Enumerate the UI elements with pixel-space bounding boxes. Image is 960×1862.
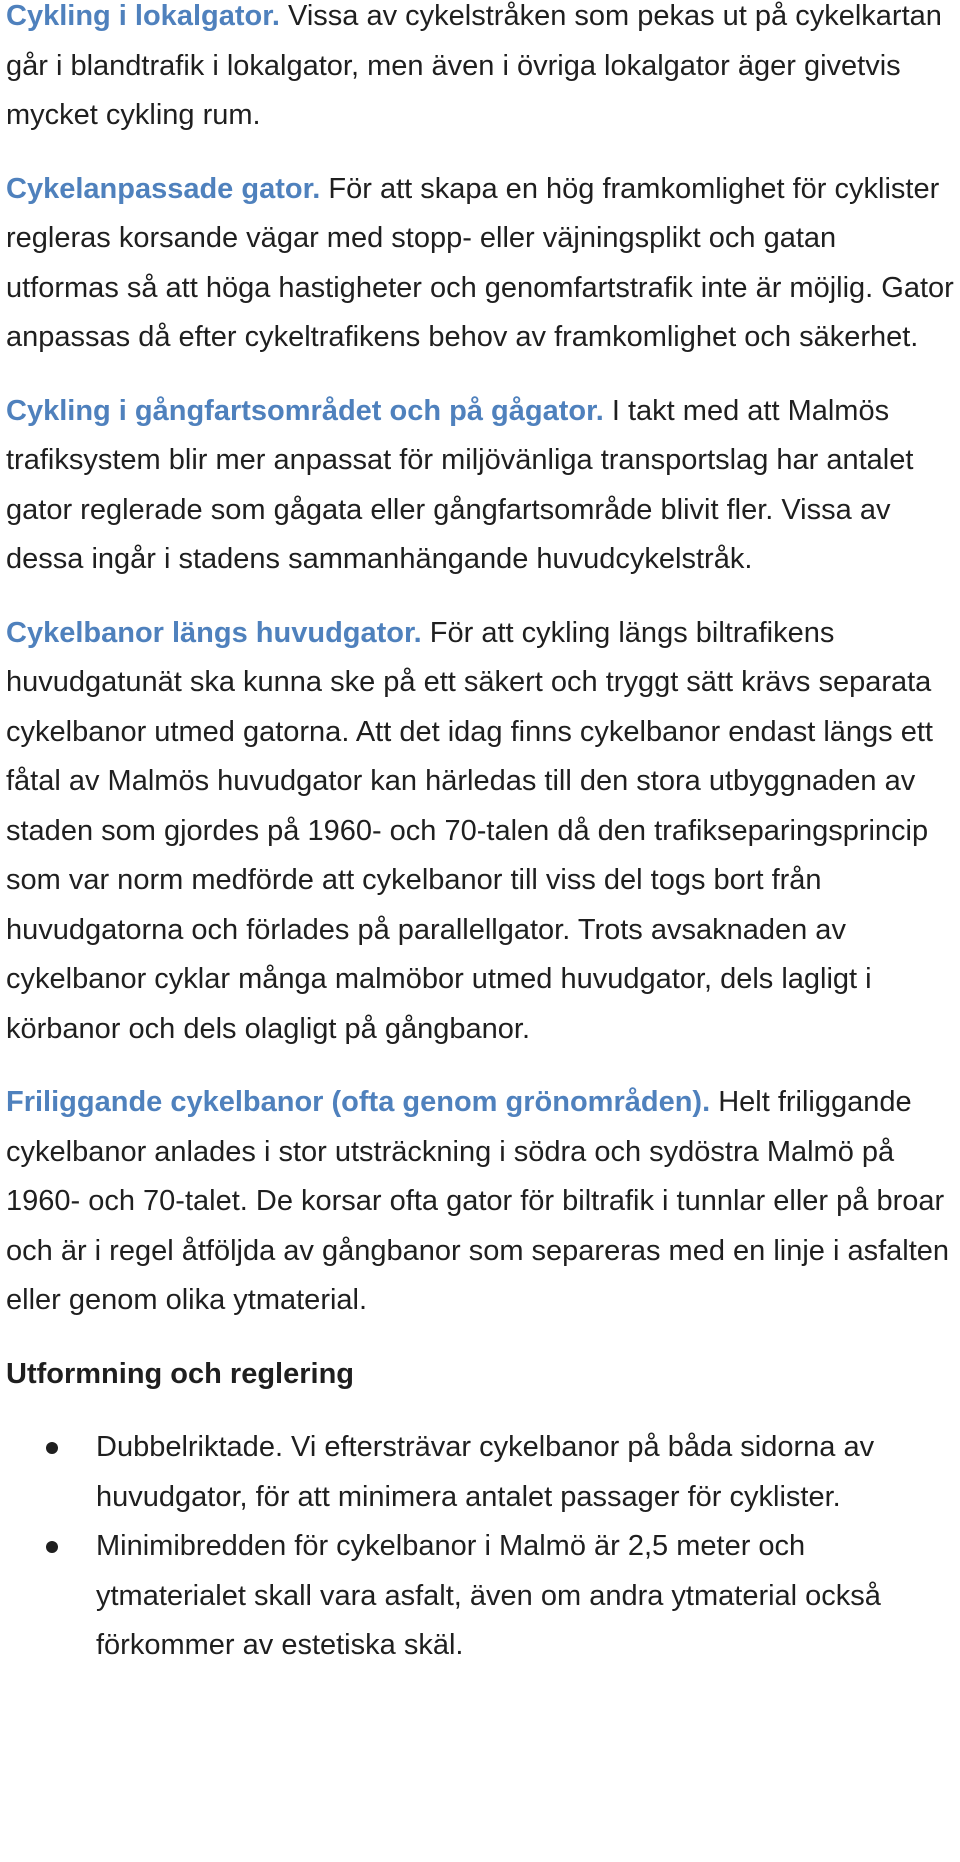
bullet-icon [46, 1541, 58, 1553]
paragraph-body: För att cykling längs biltrafikens huvudgatunät ska kunna ske på ett säkert och tryggt sätt krävs separata cykelbanor utmed gatorna. Att det idag finns cykelbanor endast längs ett fåtal av Malmös huvudgator kan härledas till den stora utbyggnaden av staden som gjordes på 1960- och 70-talen då den trafikseparingsprincip som var norm medförde att cykelbanor till viss del togs bort från huvudgatorna och förlades på parallellgator. Trots avsaknaden av cykelbanor cyklar många malmöbor utmed huvudgator, dels lagligt i körbanor och dels olagligt på gångbanor. [6, 616, 933, 1045]
paragraph-cykling-i-lokalgator [6, 0, 956, 141]
paragraph-friliggande-cykelbanor [6, 1078, 956, 1326]
bullet-icon [46, 1442, 58, 1454]
paragraph-lead: Friliggande cykelbanor (ofta genom grönområden). [6, 1086, 711, 1118]
paragraph-cykelbanor-huvudgator [6, 609, 956, 1055]
paragraph-lead: Cykling i lokalgator. [6, 0, 280, 32]
bullet-list [6, 1423, 956, 1671]
paragraph-body: I takt med att Malmös trafiksystem blir mer anpassat för miljövänliga transportslag har antalet gator reglerade som gågata eller gångfartsområde blivit fler. Vissa av dessa ingår i stadens sammanhängande huvudcykelstråk. [6, 394, 914, 575]
paragraph-lead: Cykling i gångfartsområdet och på gågator. [6, 394, 604, 427]
list-item [6, 1522, 956, 1671]
list-item-text: Minimibredden för cykelbanor i Malmö är 2,5 meter och ytmaterialet skall vara asfalt, även om andra ytmaterial också förkommer av estetiska skäl. [96, 1530, 881, 1661]
paragraph-body: Vissa av cykelstråken som pekas ut på cykelkartan går i blandtrafik i lokalgator, men även i övriga lokalgator äger givetvis mycket cykling rum. [6, 0, 942, 131]
section-heading: Utformning och reglering [6, 1357, 354, 1390]
list-item-text: Dubbelriktade. Vi eftersträvar cykelbanor på båda sidorna av huvudgator, för att minimera antalet passager för cyklister. [96, 1431, 875, 1513]
document-page [6, 0, 956, 1671]
paragraph-body: För att skapa en hög framkomlighet för cyklister regleras korsande vägar med stopp- eller väjningsplikt och gatan utformas så att höga hastigheter och genomfartstrafik inte är möjlig. Gator anpassas då efter cykeltrafikens behov av framkomlighet och säkerhet. [6, 172, 954, 353]
paragraph-body: Helt friliggande cykelbanor anlades i stor utsträckning i södra och sydöstra Malmö på 1960- och 70-talet. De korsar ofta gator för biltrafik i tunnlar eller på broar och är i regel åtföljda av gångbanor som separeras med en linje i asfalten eller genom olika ytmaterial. [6, 1086, 950, 1316]
paragraph-lead: Cykelanpassade gator. [6, 172, 321, 205]
list-item [6, 1423, 956, 1522]
paragraph-lead: Cykelbanor längs huvudgator. [6, 616, 422, 649]
paragraph-cykelanpassade-gator [6, 165, 956, 363]
paragraph-gangfartsomrade [6, 387, 956, 585]
